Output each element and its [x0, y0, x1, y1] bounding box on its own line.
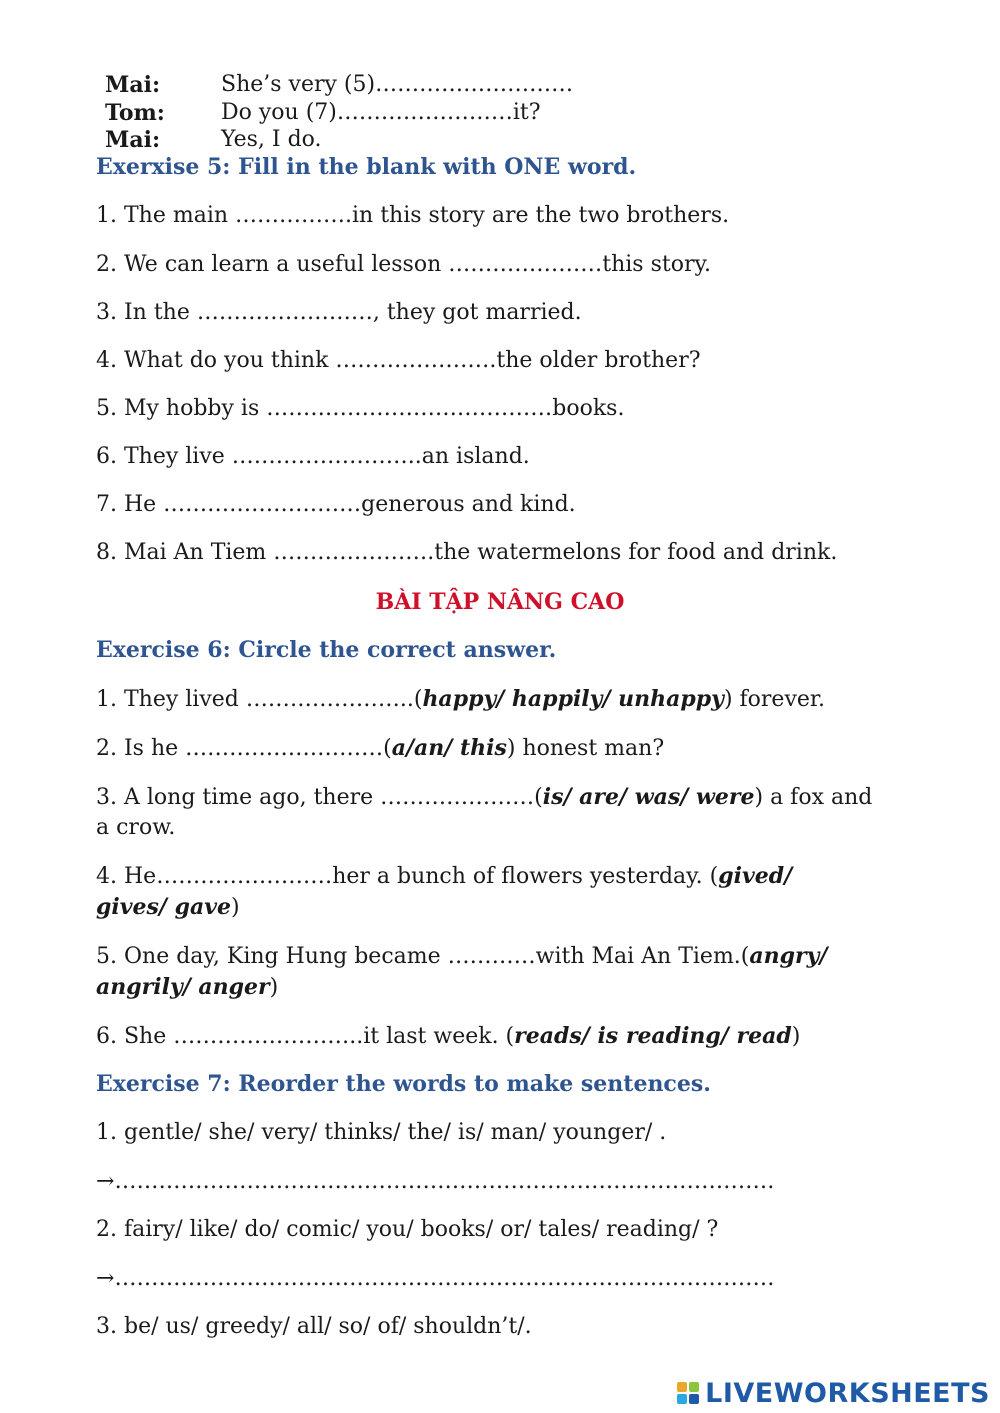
exercise7-question: 2. fairy/ like/ do/ comic/ you/ books/ or/ tales/ reading/ ? [96, 1217, 719, 1242]
dialogue-line: She’s very (5)……………………… [221, 72, 574, 97]
exercise7-question: 3. be/ us/ greedy/ all/ so/ of/ shouldn’t/. [96, 1314, 532, 1339]
answer-blank: ……………………………………………………………………………… [114, 1169, 775, 1194]
exercise6-item [96, 941, 896, 1003]
exercise5-item: 1. The main …………….in this story are the two brothers. [96, 203, 730, 228]
exercise5-item: 8. Mai An Tiem ………………….the watermelons for food and drink. [96, 540, 838, 565]
answer-options: a/an/ this [391, 735, 507, 761]
question-text: ) [269, 975, 279, 1000]
question-text: 1. They lived …………………..( [96, 687, 423, 712]
exercise5-item: 7. He ………………………generous and kind. [96, 492, 576, 517]
exercise6-item [96, 1021, 800, 1052]
exercise5-item: 3. In the ……………………, they got married. [96, 300, 582, 325]
exercise6-item [96, 782, 886, 843]
question-text: ) forever. [723, 687, 825, 712]
answer-options: gived/ gives/ gave [96, 863, 793, 920]
section-title: BÀI TẬP NÂNG CAO [375, 589, 625, 615]
question-text: 4. He……………………her a bunch of flowers yesterday. ( [96, 864, 719, 889]
dialogue-line: Yes, I do. [221, 127, 322, 152]
question-text: 2. Is he ………………………( [96, 736, 392, 761]
exercise5-item: 4. What do you think ………………….the older brother? [96, 348, 701, 373]
exercise5-item: 6. They live ……………………..an island. [96, 444, 530, 469]
exercise5-item: 5. My hobby is …………………………………books. [96, 396, 625, 421]
exercise6-item [96, 861, 856, 923]
exercise6-item [96, 733, 664, 764]
dialogue-speaker: Mai: [105, 127, 161, 153]
exercise6-item [96, 684, 825, 715]
question-text: ) honest man? [506, 736, 665, 761]
question-text: 3. A long time ago, there …………………( [96, 785, 543, 810]
question-text: ) a fox and a crow. [96, 785, 873, 840]
exercise7-answer-line [96, 1264, 774, 1294]
question-text: 6. She ……………………..it last week. ( [96, 1024, 515, 1049]
arrow-right-icon: → [96, 1266, 115, 1291]
answer-options: angry/ angrily/ anger [96, 943, 828, 1000]
logo-text: LIVEWORKSHEETS [705, 1377, 990, 1409]
answer-options: happy/ happily/ unhappy [422, 686, 724, 712]
answer-options: is/ are/ was/ were [542, 784, 755, 810]
question-text: ) [791, 1024, 801, 1049]
logo-square [677, 1394, 687, 1404]
logo-square [677, 1382, 687, 1392]
dialogue-speaker: Tom: [105, 100, 165, 126]
dialogue-line: Do you (7)……………………it? [221, 100, 541, 125]
answer-options: reads/ is reading/ read [514, 1023, 792, 1049]
exercise7-answer-line [96, 1167, 774, 1197]
question-text: 5. One day, King Hung became …………with Mai An Tiem.( [96, 944, 750, 969]
question-text: ) [231, 895, 240, 920]
exercise7-heading: Exercise 7: Reorder the words to make sentences. [96, 1071, 711, 1097]
exercise5-heading: Exerxise 5: Fill in the blank with ONE word. [96, 154, 637, 180]
exercise7-question: 1. gentle/ she/ very/ thinks/ the/ is/ man/ younger/ . [96, 1120, 667, 1145]
liveworksheets-logo [677, 1376, 990, 1410]
logo-icon [677, 1382, 699, 1404]
dialogue-speaker: Mai: [105, 72, 161, 98]
exercise5-item: 2. We can learn a useful lesson …………………this story. [96, 252, 711, 277]
logo-square [689, 1394, 699, 1404]
answer-blank: ……………………………………………………………………………… [114, 1266, 775, 1291]
exercise6-heading: Exercise 6: Circle the correct answer. [96, 637, 557, 663]
logo-square [689, 1382, 699, 1392]
arrow-right-icon: → [96, 1169, 115, 1194]
